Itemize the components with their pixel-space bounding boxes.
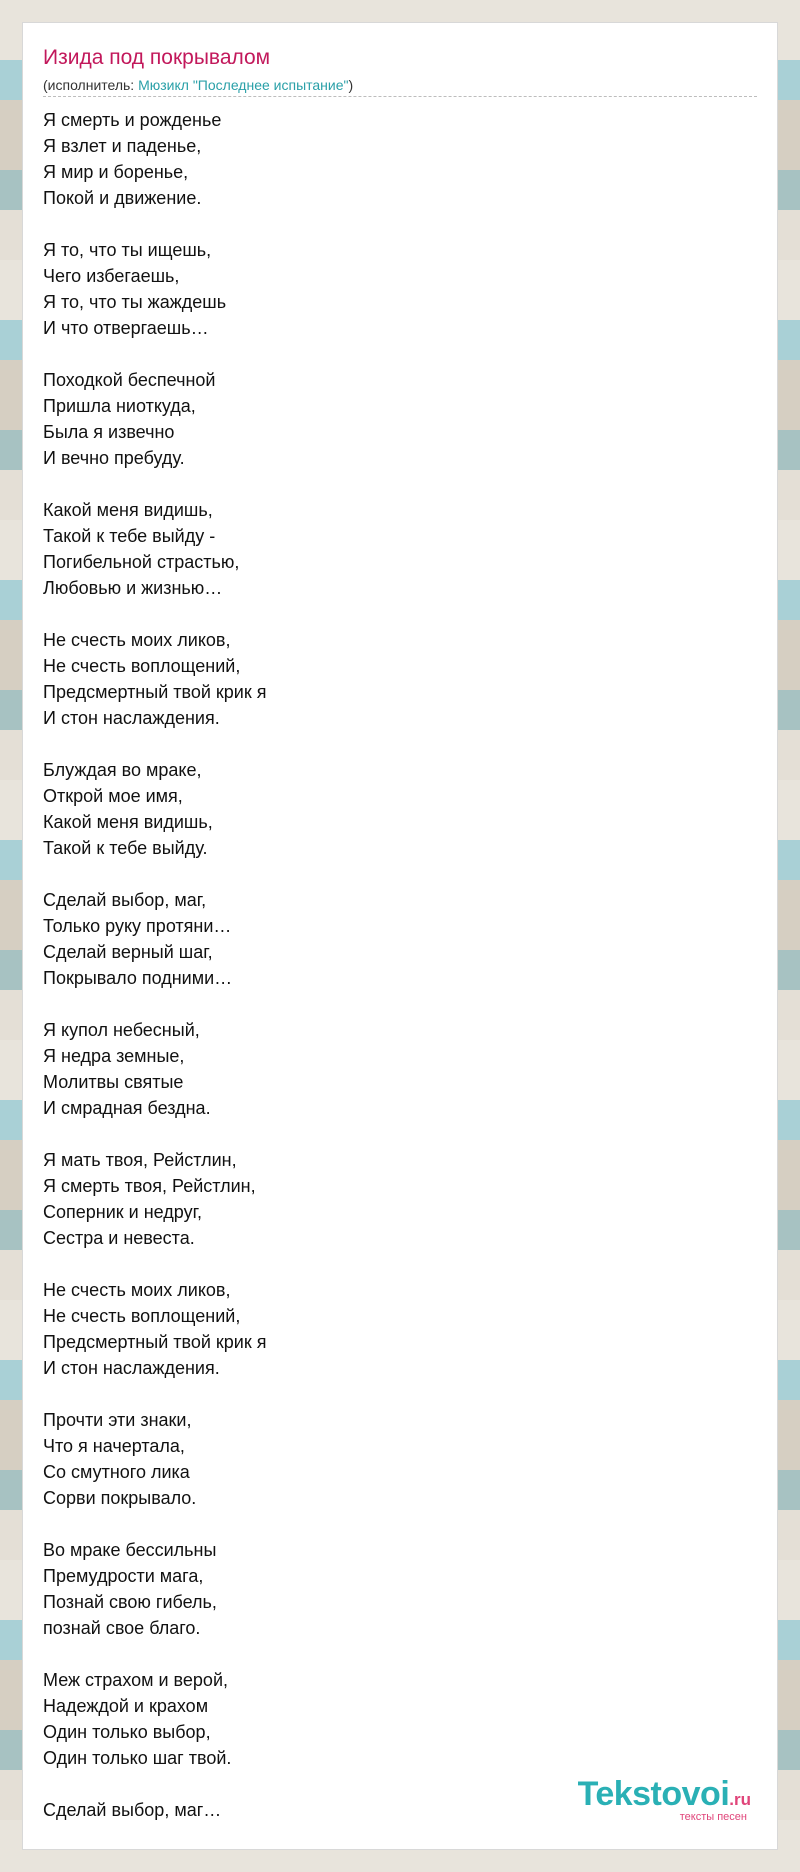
lyric-line: Не счесть воплощений,	[43, 656, 241, 676]
lyric-line: Только руку протяни…	[43, 916, 232, 936]
lyric-line: Во мраке бессильны	[43, 1540, 217, 1560]
lyric-line: познай свое благо.	[43, 1618, 201, 1638]
stanza	[43, 1277, 757, 1381]
lyric-line: Такой к тебе выйду -	[43, 526, 216, 546]
stanza	[43, 237, 757, 341]
lyric-line: Меж страхом и верой,	[43, 1670, 229, 1690]
stanza	[43, 107, 757, 211]
lyric-line: Я мир и боренье,	[43, 162, 189, 182]
stanza	[43, 1147, 757, 1251]
stanza	[43, 627, 757, 731]
lyric-line: Я взлет и паденье,	[43, 136, 202, 156]
lyric-line: И вечно пребуду.	[43, 448, 185, 468]
song-title: Изида под покрывалом	[43, 46, 271, 69]
lyric-line: Покой и движение.	[43, 188, 202, 208]
lyric-line: Прочти эти знаки,	[43, 1410, 192, 1430]
lyric-line: И смрадная бездна.	[43, 1098, 211, 1118]
site-logo[interactable]	[578, 1777, 751, 1823]
stanza	[43, 497, 757, 601]
stanza	[43, 367, 757, 471]
lyric-line: Такой к тебе выйду.	[43, 838, 208, 858]
lyric-line: Я недра земные,	[43, 1046, 185, 1066]
lyric-line: Была я извечно	[43, 422, 175, 442]
logo-tld: .ru	[729, 1790, 751, 1809]
lyric-line: Походкой беспечной	[43, 370, 216, 390]
lyric-line: Погибельной страстью,	[43, 552, 240, 572]
stanza	[43, 1017, 757, 1121]
stanza	[43, 757, 757, 861]
lyric-line: Один только выбор,	[43, 1722, 211, 1742]
lyric-line: Соперник и недруг,	[43, 1202, 202, 1222]
lyric-line: Не счесть моих ликов,	[43, 1280, 231, 1300]
lyric-line: Сорви покрывало.	[43, 1488, 197, 1508]
lyrics-card	[22, 22, 778, 1850]
artist-suffix: )	[348, 77, 354, 93]
lyric-line: Я смерть твоя, Рейстлин,	[43, 1176, 256, 1196]
lyric-line: Открой мое имя,	[43, 786, 183, 806]
lyric-line: Я мать твоя, Рейстлин,	[43, 1150, 237, 1170]
artist-line	[43, 76, 757, 97]
lyric-line: Блуждая во мраке,	[43, 760, 202, 780]
lyric-line: Сделай выбор, маг…	[43, 1800, 222, 1820]
lyric-line: Премудрости мага,	[43, 1566, 204, 1586]
lyric-line: Любовью и жизнью…	[43, 578, 223, 598]
stanza	[43, 1667, 757, 1771]
logo-tagline: тексты песен	[679, 1811, 747, 1823]
lyric-line: Один только шаг твой.	[43, 1748, 232, 1768]
lyric-line: Какой меня видишь,	[43, 812, 213, 832]
lyrics-body	[43, 107, 757, 1823]
artist-link[interactable]: Мюзикл "Последнее испытание"	[138, 77, 349, 93]
lyric-line: Я купол небесный,	[43, 1020, 200, 1040]
logo-name: Tekstovoi	[577, 1775, 730, 1813]
lyric-line: Сделай верный шаг,	[43, 942, 213, 962]
lyric-line: Молитвы святые	[43, 1072, 184, 1092]
lyric-line: И что отвергаешь…	[43, 318, 209, 338]
stanza	[43, 1407, 757, 1511]
lyric-line: Со смутного лика	[43, 1462, 190, 1482]
lyric-line: Не счесть воплощений,	[43, 1306, 241, 1326]
lyric-line: Пришла ниоткуда,	[43, 396, 196, 416]
lyric-line: Сделай выбор, маг,	[43, 890, 207, 910]
lyric-line: Что я начертала,	[43, 1436, 185, 1456]
lyric-line: Я смерть и рожденье	[43, 110, 222, 130]
lyric-line: Надеждой и крахом	[43, 1696, 209, 1716]
lyric-line: Познай свою гибель,	[43, 1592, 217, 1612]
lyric-line: И стон наслаждения.	[43, 1358, 220, 1378]
stanza	[43, 1537, 757, 1641]
lyric-line: Какой меня видишь,	[43, 500, 213, 520]
lyric-line: Не счесть моих ликов,	[43, 630, 231, 650]
lyric-line: Я то, что ты ищешь,	[43, 240, 212, 260]
lyric-line: Покрывало подними…	[43, 968, 233, 988]
lyric-line: Чего избегаешь,	[43, 266, 180, 286]
stanza	[43, 887, 757, 991]
lyric-line: И стон наслаждения.	[43, 708, 220, 728]
lyric-line: Предсмертный твой крик я	[43, 682, 267, 702]
lyric-line: Я то, что ты жаждешь	[43, 292, 227, 312]
artist-prefix: (исполнитель:	[43, 77, 139, 93]
lyric-line: Предсмертный твой крик я	[43, 1332, 267, 1352]
lyric-line: Сестра и невеста.	[43, 1228, 195, 1248]
